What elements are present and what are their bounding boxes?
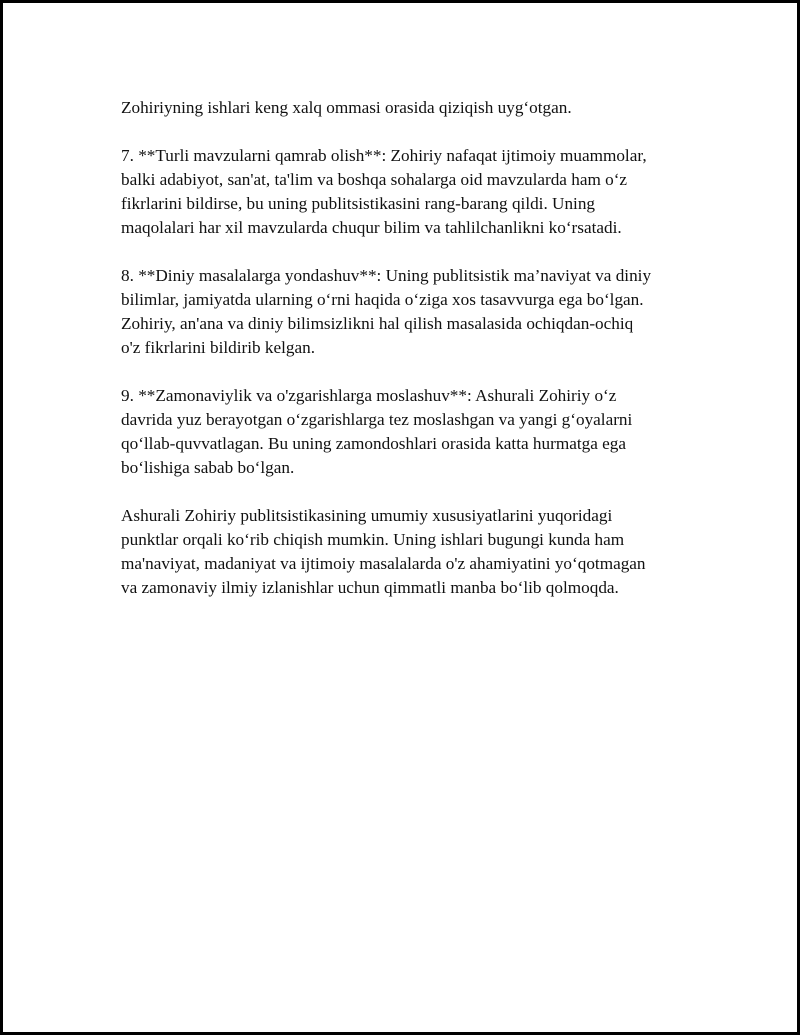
text-line: o'z fikrlarini bildirib kelgan. — [121, 338, 316, 357]
text-line: bo‘lishiga sabab bo‘lgan. — [121, 458, 295, 477]
paragraph-intro — [121, 96, 711, 120]
paragraph-item-8 — [121, 264, 711, 360]
text-line: Zohiriyning ishlari keng xalq ommasi orasida qiziqish uyg‘otgan. — [121, 98, 572, 117]
document-body — [121, 96, 711, 624]
text-line: 9. **Zamonaviylik va o'zgarishlarga moslashuv**: Ashurali Zohiriy o‘z — [121, 386, 617, 405]
text-line: fikrlarini bildirse, bu uning publitsistikasini rang-barang qildi. Uning — [121, 194, 596, 213]
text-line: ma'naviyat, madaniyat va ijtimoiy masalalarda o'z ahamiyatini yo‘qotmagan — [121, 554, 646, 573]
text-line: Zohiriy, an'ana va diniy bilimsizlikni hal qilish masalasida ochiqdan-ochiq — [121, 314, 634, 333]
text-line: davrida yuz berayotgan o‘zgarishlarga tez moslashgan va yangi g‘oyalarni — [121, 410, 633, 429]
paragraph-item-9 — [121, 384, 711, 480]
text-line: 8. **Diniy masalalarga yondashuv**: Uning publitsistik ma’naviyat va diniy — [121, 266, 652, 285]
text-line: maqolalari har xil mavzularda chuqur bilim va tahlilchanlikni ko‘rsatadi. — [121, 218, 622, 237]
text-line: 7. **Turli mavzularni qamrab olish**: Zohiriy nafaqat ijtimoiy muammolar, — [121, 146, 647, 165]
text-line: balki adabiyot, san'at, ta'lim va boshqa sohalarga oid mavzularda ham o‘z — [121, 170, 628, 189]
paragraph-item-7 — [121, 144, 711, 240]
paragraph-conclusion — [121, 504, 711, 600]
text-line: punktlar orqali ko‘rib chiqish mumkin. Uning ishlari bugungi kunda ham — [121, 530, 625, 549]
text-line: qo‘llab-quvvatlagan. Bu uning zamondoshlari orasida katta hurmatga ega — [121, 434, 626, 453]
text-line: bilimlar, jamiyatda ularning o‘rni haqida o‘ziga xos tasavvurga ega bo‘lgan. — [121, 290, 644, 309]
text-line: va zamonaviy ilmiy izlanishlar uchun qimmatli manba bo‘lib qolmoqda. — [121, 578, 619, 597]
text-line: Ashurali Zohiriy publitsistikasining umumiy xususiyatlarini yuqoridagi — [121, 506, 613, 525]
